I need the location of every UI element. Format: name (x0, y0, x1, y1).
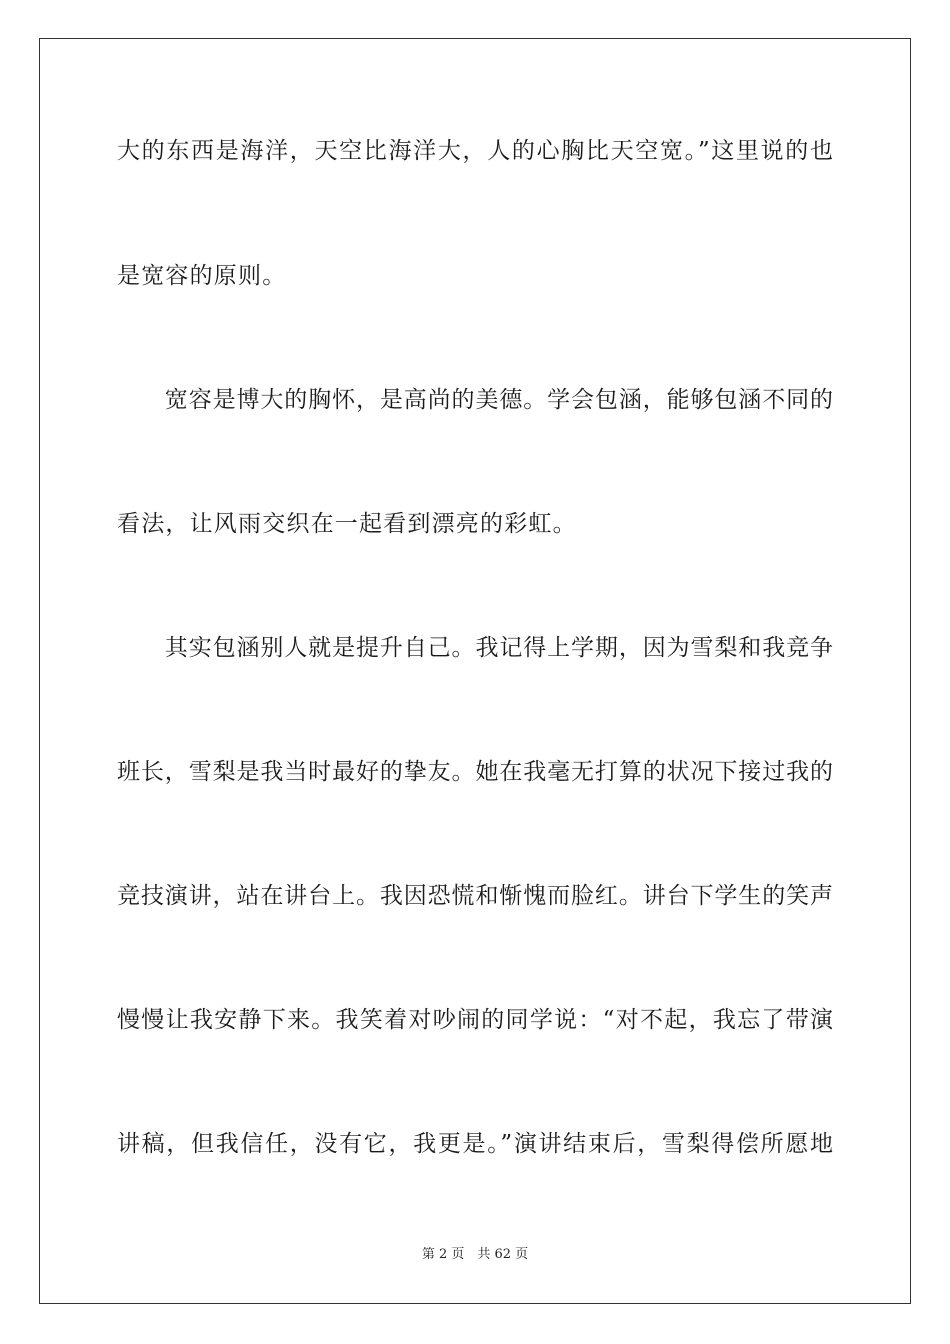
page-number-footer: 第 2 页 共 62 页 (421, 1247, 529, 1262)
text-line-7: 竞技演讲，站在讲台上。我因恐慌和惭愧而脸红。讲台下学生的笑声 (117, 883, 833, 909)
text-line-6: 班长，雪梨是我当时最好的挚友。她在我毫无打算的状况下接过我的 (117, 759, 833, 785)
text-line-4: 看法，让风雨交织在一起看到漂亮的彩虹。 (117, 511, 577, 537)
text-line-3: 宽容是博大的胸怀，是高尚的美德。学会包涵，能够包涵不同的 (117, 387, 833, 413)
text-line-9: 讲稿，但我信任，没有它，我更是。”演讲结束后，雪梨得偿所愿地 (117, 1131, 833, 1157)
text-line-2: 是宽容的原则。 (117, 263, 287, 289)
text-line-5: 其实包涵别人就是提升自己。我记得上学期，因为雪梨和我竞争 (117, 635, 833, 661)
text-line-8: 慢慢让我安静下来。我笑着对吵闹的同学说：“对不起，我忘了带演 (117, 1007, 833, 1033)
page-border (39, 38, 911, 1304)
text-line-1: 大的东西是海洋，天空比海洋大，人的心胸比天空宽。”这里说的也 (117, 138, 833, 164)
